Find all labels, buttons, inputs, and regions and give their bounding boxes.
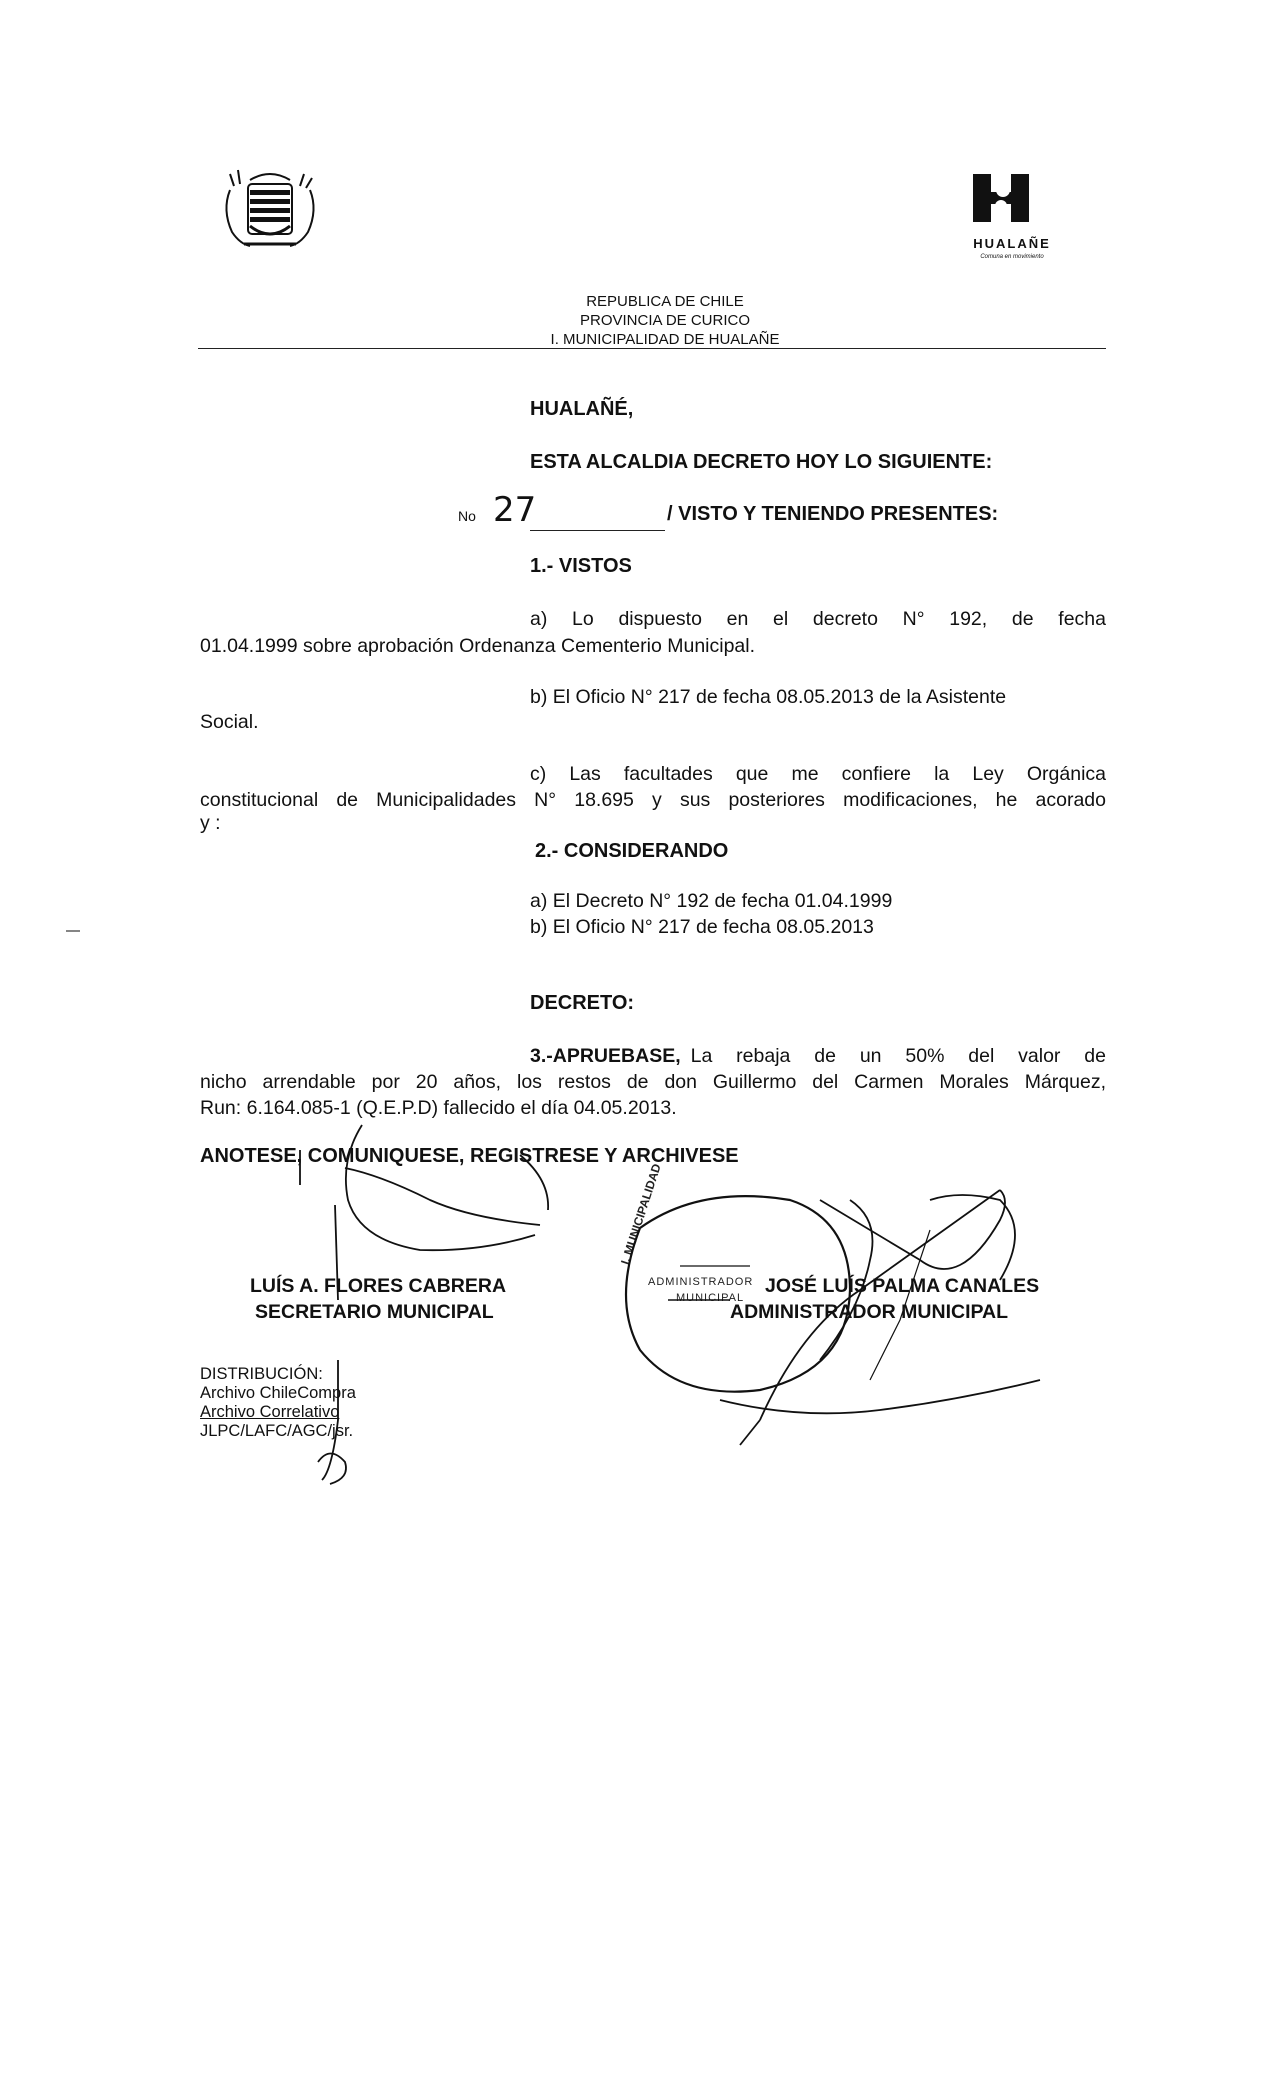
city-line: HUALAÑÉ, [530,398,634,420]
decree-number: 27 [493,490,537,530]
hualane-logo [965,170,1065,240]
signature-1-title: SECRETARIO MUNICIPAL [255,1301,494,1323]
signature-1-name: LUÍS A. FLORES CABRERA [250,1275,507,1297]
stamp-outer-text: I. MUNICIPALIDAD [618,1162,664,1267]
decree-intro: ESTA ALCALDIA DECRETO HOY LO SIGUIENTE: [530,451,993,473]
article3-line3: Run: 6.164.085-1 (Q.E.P.D) fallecido el día 04.05.2013. [200,1097,677,1119]
vistos-c-line2: constitucional de Municipalidades N° 18.695 y sus posteriores modificaciones, he acorado [200,789,1106,811]
decree-number-prefix: No [458,508,476,524]
province-line: PROVINCIA DE CURICO [579,312,751,329]
distribution-item: JLPC/LAFC/AGC/jsr. [200,1422,354,1440]
vistos-c-line1: c) Las facultades que me confiere la Ley Orgánica [530,763,1106,785]
vistos-a-line1: a) Lo dispuesto en el decreto N° 192, de fecha [530,608,1106,630]
logo-text: HUALAÑE [973,236,1051,251]
vistos-b-line1: b) El Oficio N° 217 de fecha 08.05.2013 de la Asistente [530,686,1007,708]
vistos-c-line3: y : [200,812,221,834]
municipality-line: I. MUNICIPALIDAD DE HUALAÑE [550,331,780,348]
signature-2-name: JOSÉ LUÍS PALMA CANALES [765,1275,1040,1297]
coat-of-arms-logo [220,160,320,252]
institution-header [430,292,900,349]
closing-formula: ANOTESE, COMUNIQUESE, REGISTRESE Y ARCHIVESE [200,1145,739,1167]
signature-2-title: ADMINISTRADOR MUNICIPAL [730,1301,1009,1323]
article3-line1 [530,1045,1106,1068]
distribution-heading: DISTRIBUCIÓN: [200,1365,323,1383]
article3-line2: nicho arrendable por 20 años, los restos de don Guillermo del Carmen Morales Márquez, [200,1071,1106,1093]
vistos-b-line2: Social. [200,711,259,733]
country-line: REPUBLICA DE CHILE [586,293,744,310]
considerando-b: b) El Oficio N° 217 de fecha 08.05.2013 [530,916,874,938]
vistos-heading: 1.- VISTOS [530,555,632,577]
distribution-item: Archivo Correlativo [200,1403,340,1421]
article3-label: 3.- [530,1045,553,1067]
article3-line1-rest: La rebaja de un 50% del valor de [690,1045,1106,1067]
decreto-heading: DECRETO: [530,992,635,1014]
distribution-item: Archivo ChileCompra [200,1384,356,1402]
logo-tagline: Comuna en movimiento [980,254,1044,260]
considerando-heading: 2.- CONSIDERANDO [535,840,729,862]
article3-keyword: APRUEBASE, [552,1045,681,1067]
decree-number-suffix: / VISTO Y TENIENDO PRESENTES: [667,503,999,525]
vistos-a-line2: 01.04.1999 sobre aprobación Ordenanza Cementerio Municipal. [200,635,756,657]
stamp-line1: ADMINISTRADOR [648,1276,754,1288]
stamp-line2: MUNICIPAL [676,1292,745,1304]
header-rule [198,348,1106,349]
considerando-a: a) El Decreto N° 192 de fecha 01.04.1999 [530,890,893,912]
distribution-block [200,1365,356,1441]
decree-number-underline [530,530,665,531]
